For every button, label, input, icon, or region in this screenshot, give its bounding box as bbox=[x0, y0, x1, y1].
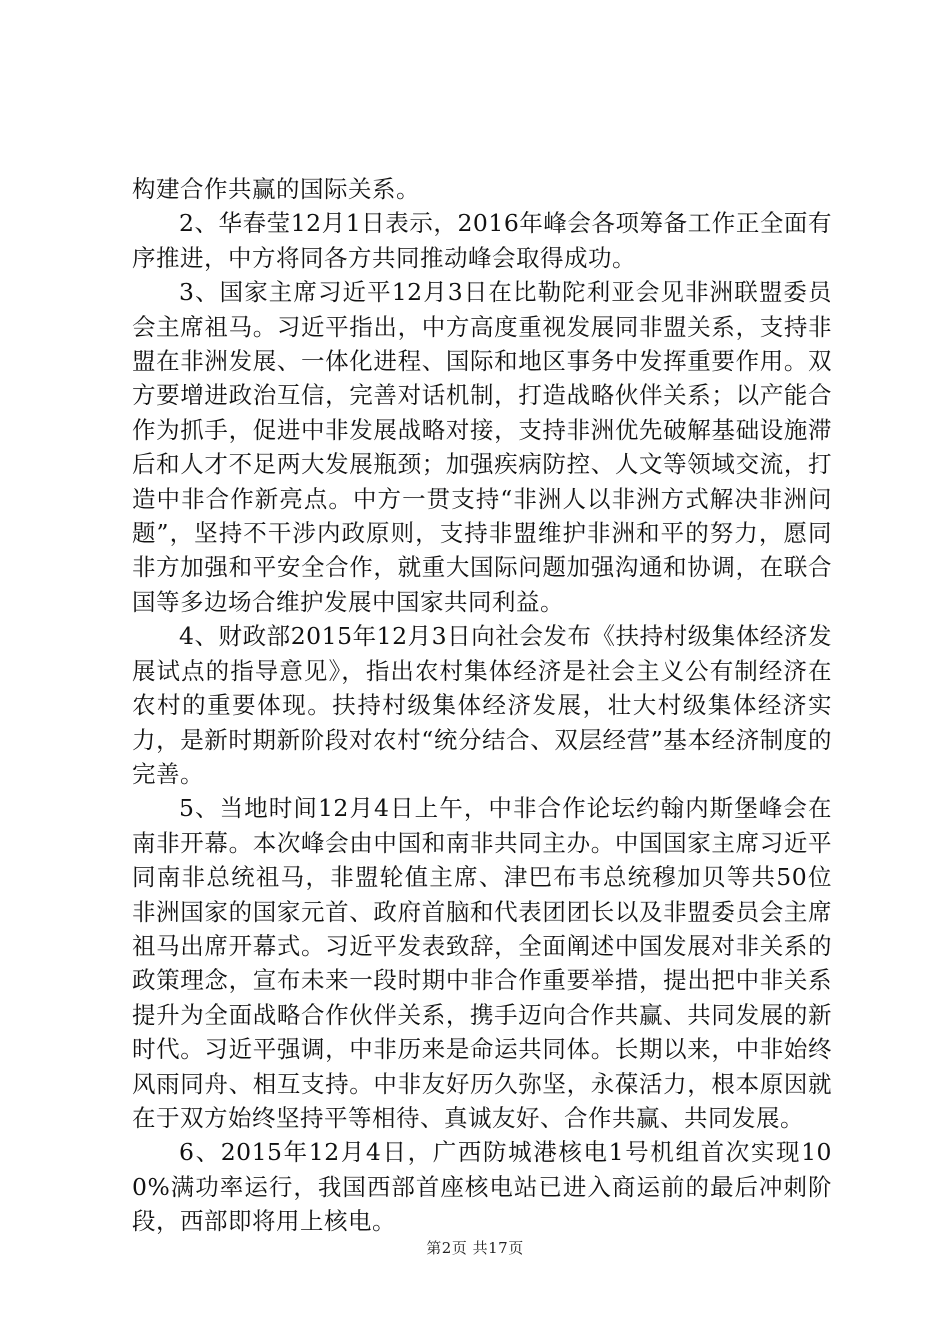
page-footer: 第2页 共17页 bbox=[426, 1239, 524, 1257]
paragraph-item-5: 5、当地时间12月4日上午，中非合作论坛约翰内斯堡峰会在南非开幕。本次峰会由中国和南非共同主办。中国国家主席习近平同南非总统祖马，非盟轮值主席、津巴布韦总统穆加贝等共50位非洲国家的国家元首、政府首脑和代表团团长以及非盟委员会主席祖马出席开幕式。习近平发表致辞，全面阐述中国发展对非关系的政策理念，宣布未来一段时期中非合作重要举措，提出把中非关系提升为全面战略合作伙伴关系，携手迈向合作共赢、共同发展的新时代。习近平强调，中非历来是命运共同体。长期以来，中非始终风雨同舟、相互支持。中非友好历久弥坚，永葆活力，根本原因就在于双方始终坚持平等相待、真诚友好、合作共赢、共同发展。 bbox=[132, 794, 832, 1132]
paragraph-item-2: 2、华春莹12月1日表示，2016年峰会各项筹备工作正全面有序推进，中方将同各方共同推动峰会取得成功。 bbox=[132, 209, 832, 272]
document-body bbox=[132, 172, 832, 1239]
paragraph-item-3: 3、国家主席习近平12月3日在比勒陀利亚会见非洲联盟委员会主席祖马。习近平指出，中方高度重视发展同非盟关系，支持非盟在非洲发展、一体化进程、国际和地区事务中发挥重要作用。双方要增进政治互信，完善对话机制，打造战略伙伴关系；以产能合作为抓手，促进中非发展战略对接，支持非洲优先破解基础设施滞后和人才不足两大发展瓶颈；加强疾病防控、人文等领域交流，打造中非合作新亮点。中方一贯支持“非洲人以非洲方式解决非洲问题”，坚持不干涉内政原则，支持非盟维护非洲和平的努力，愿同非方加强和平安全合作，就重大国际问题加强沟通和协调，在联合国等多边场合维护发展中国家共同利益。 bbox=[132, 278, 832, 616]
paragraph-continuation: 构建合作共赢的国际关系。 bbox=[132, 175, 420, 203]
paragraph-item-6: 6、2015年12月4日，广西防城港核电1号机组首次实现100%满功率运行，我国西部首座核电站已进入商运前的最后冲刺阶段，西部即将用上核电。 bbox=[132, 1138, 832, 1236]
paragraph-item-4: 4、财政部2015年12月3日向社会发布《扶持村级集体经济发展试点的指导意见》，指出农村集体经济是社会主义公有制经济在农村的重要体现。扶持村级集体经济发展，壮大村级集体经济实力，是新时期新阶段对农村“统分结合、双层经营”基本经济制度的完善。 bbox=[132, 622, 832, 788]
